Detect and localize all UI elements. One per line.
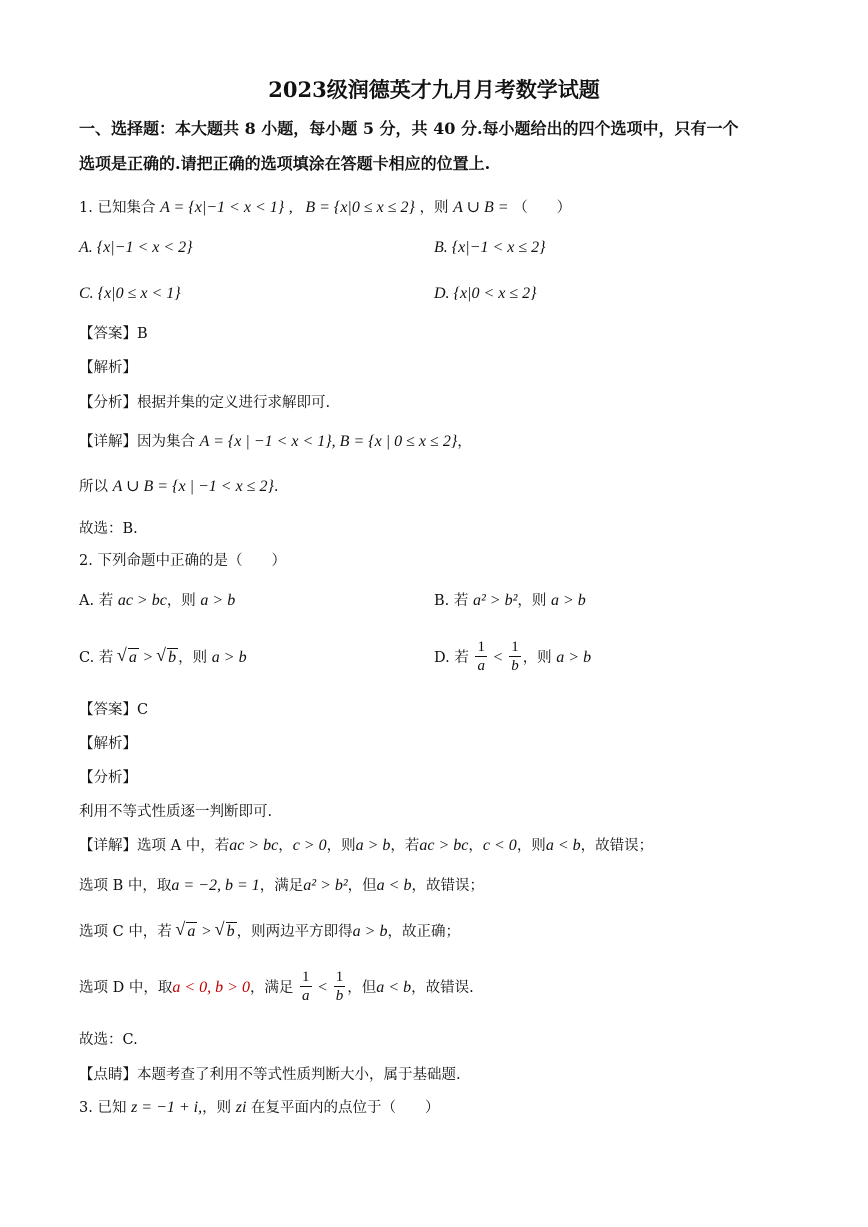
q2-d-frac-a-num: 1 [477,638,485,655]
q2-d2-m2: a² > b² [303,877,348,894]
q2-d1-s3: ，若 [390,838,420,854]
q2-d3-s2: ，故正确； [387,924,460,940]
q2-c-sqrt-b: √ b [167,648,178,667]
q2-d4-m1: a < b [376,979,412,996]
q1-option-d: D. {x|0 < x ≤ 2} [434,285,537,302]
q2-d2-m3: a < b [376,877,412,894]
q1-detail-line1 [79,432,472,452]
q2-d-pre: D. 若 [434,650,469,666]
q1-choose: 故选：B. [79,521,138,537]
q2-d4-lt: < [318,979,328,996]
page-title: 2023级润德英才九月月考数学试题 [268,77,600,102]
q2-d3-gt: > [202,923,212,940]
q2-fenxi-head: 【分析】 [79,770,137,786]
q1-detail-end: ， [457,434,472,450]
q2-d4-red-cond: a < 0, b > 0 [172,979,250,996]
q2-detail-b [79,876,484,896]
q2-option-a [79,591,235,611]
q3-mid: ，则 [202,1100,232,1116]
q2-option-c [79,648,247,668]
q2-detail-d [79,968,474,1008]
q1-detail-prefix: 【详解】因为集合 [79,434,195,450]
section-instructions-line1: 一、选择题：本大题共 8 小题，每小题 5 分，共 40 分.每小题给出的四个选项中，只有一个 [79,119,739,138]
q1-detail-math: A = {x | −1 < x < 1}, B = {x | 0 ≤ x ≤ 2} [199,433,458,450]
q2-d4-frac-a [300,968,312,1005]
q1-union: A ∪ B = [453,199,509,216]
q1-paren: （ ） [513,200,572,216]
q2-option-b [434,591,586,611]
q1-stem-prefix: 1. 已知集合 [79,200,156,216]
q2-a-mid: ，则 [166,593,196,609]
q2-d1-s6: ，故错误； [580,838,654,854]
q2-d1-s1: ， [278,838,293,854]
q2-d1-s2: ，则 [326,838,356,854]
q2-a-cond: ac > bc [117,592,167,609]
q2-d-mid: ，则 [522,650,552,666]
q3-zi: zi [235,1099,247,1116]
q2-d4-frac-a-num: 1 [302,968,310,985]
q2-c-gt: > [143,649,153,666]
q3-post: 在复平面内的点位于（ ） [251,1100,440,1116]
q3-z-def: z = −1 + i, [131,1099,203,1116]
q1-detail2-prefix: 所以 [79,479,108,495]
q2-d3-pre: 选项 C 中，若 [79,924,172,940]
q2-a-concl: a > b [200,592,236,609]
q1-fenxi: 【分析】根据并集的定义进行求解即可. [79,395,331,411]
q2-d-frac-a [475,638,487,675]
q2-d2-s2: ，但 [347,878,377,894]
q1-set-b: B = {x|0 ≤ x ≤ 2} [305,199,415,216]
section-instructions-line2: 选项是正确的.请把正确的选项填涂在答题卡相应的位置上. [79,154,491,173]
q2-d2-s3: ，故错误； [411,878,484,894]
q2-d3-sqrt-a: √ a [186,922,197,941]
q2-d1-m3: a > b [355,837,391,854]
q2-d2-pre: 选项 B 中，取 [79,878,172,894]
q2-d-frac-a-den: a [477,657,485,674]
q2-d-lt: < [493,649,503,666]
q2-a-pre: A. 若 [79,593,114,609]
q2-b-pre: B. 若 [434,593,469,609]
q3-pre: 3. 已知 [79,1100,127,1116]
q1-detail2-end: . [273,479,279,495]
q2-d-frac-b-num: 1 [511,638,519,655]
q2-analysis-head: 【解析】 [79,736,137,752]
q1-detail-line2 [79,477,278,497]
q2-d1-m5: c < 0 [482,837,517,854]
q2-d1-m1: ac > bc [229,837,279,854]
q2-c-mid: ，则 [178,650,208,666]
q2-c-concl: a > b [211,649,247,666]
q2-d4-s3: ，故错误. [411,980,474,996]
q2-d4-frac-b-num: 1 [335,968,344,985]
q2-d1-pre: 【详解】选项 A 中，若 [79,838,230,854]
q2-detail-c [79,922,460,942]
q1-option-a: A. {x|−1 < x < 2} [79,239,193,256]
q2-choose: 故选：C. [79,1032,138,1048]
q2-d3-sqrt-b: √ b [226,922,237,941]
q2-d1-m4: ac > bc [419,837,469,854]
q2-b-mid: ，则 [517,593,547,609]
q3-stem [79,1098,440,1118]
q2-d2-s1: ，满足 [259,878,304,894]
q1-set-a: A = {x|−1 < x < 1} [160,199,285,216]
q1-detail2-math: A ∪ B = {x | −1 < x ≤ 2} [112,478,274,495]
q2-c-pre: C. 若 [79,650,114,666]
q2-d3-s1: ，则两边平方即得 [236,924,353,940]
q2-detail-a [79,836,653,856]
q1-option-b: B. {x|−1 < x ≤ 2} [434,239,546,256]
q1-analysis-head: 【解析】 [79,360,137,376]
q2-d4-frac-b-den: b [335,987,344,1004]
q2-c-sqrt-a: √ a [128,648,139,667]
q2-stem: 2. 下列命题中正确的是（ ） [79,553,286,569]
q2-d1-m6: a < b [545,837,581,854]
q2-fenxi: 利用不等式性质逐一判断即可. [79,804,273,820]
q2-b-cond: a² > b² [472,592,518,609]
q2-d4-pre: 选项 D 中，取 [79,980,173,996]
q1-stem: 1. 已知集合 A = {x|−1 < x < 1} , B = {x|0 ≤ x ≤ 2} ，则 A ∪ B = （ ） [79,199,572,216]
q2-answer: 【答案】C [79,702,149,718]
q2-d4-s2: ，但 [347,980,377,996]
q2-d4-frac-a-den: a [302,987,310,1004]
q2-d1-s4: ， [468,838,483,854]
q2-b-concl: a > b [550,592,586,609]
q2-d-frac-b [509,638,521,675]
q1-answer: 【答案】B [79,326,148,342]
q2-d-concl: a > b [556,649,592,666]
q2-option-d [434,638,591,678]
q2-d2-m1: a = −2, b = 1 [171,877,260,894]
q2-d-frac-b-den: b [511,657,519,674]
q2-d1-m2: c > 0 [292,837,327,854]
q2-d3-m1: a > b [352,923,388,940]
q2-d1-s5: ，则 [516,838,546,854]
q1-option-c: C. {x|0 ≤ x < 1} [79,285,181,302]
q2-d4-frac-b [334,968,346,1005]
q2-d4-s1: ，满足 [249,980,294,996]
q2-comment: 【点睛】本题考查了利用不等式性质判断大小，属于基础题. [79,1067,461,1083]
